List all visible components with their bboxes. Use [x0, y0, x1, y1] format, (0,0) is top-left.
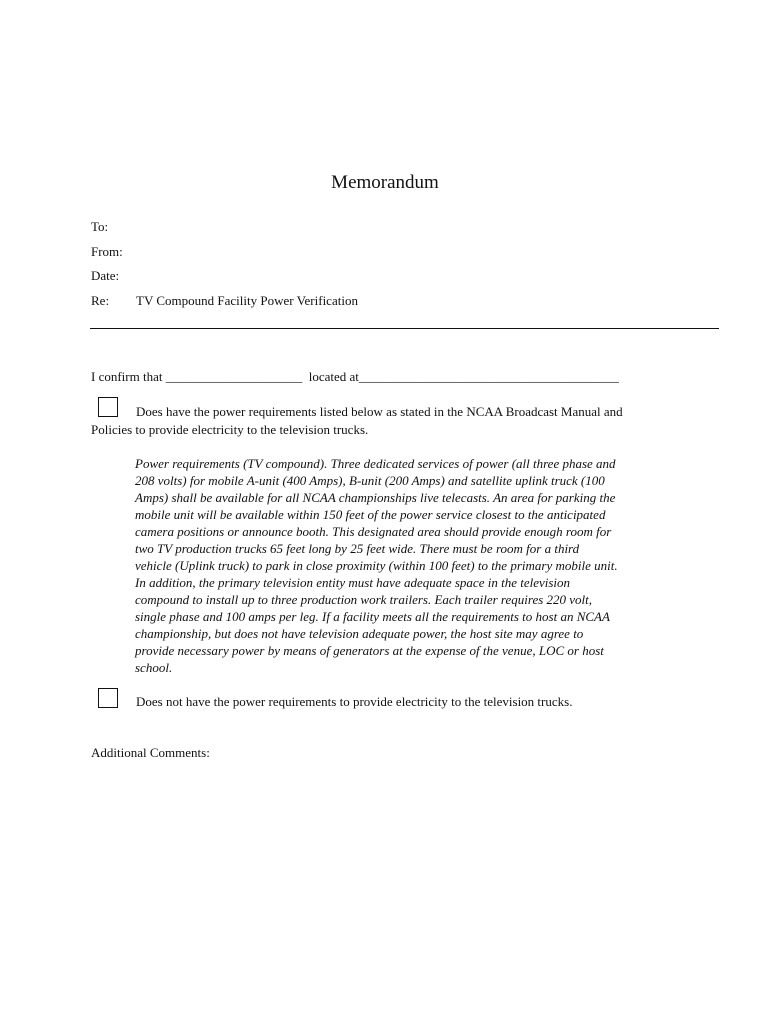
requirements-line: camera positions or announce booth. This designated area should provide enough room for: [135, 524, 612, 539]
no-power-option-text: Does not have the power requirements to provide electricity to the television trucks.: [136, 694, 573, 709]
date-label: Date:: [91, 268, 120, 283]
from-label: From:: [91, 244, 123, 259]
requirements-line: compound to install up to three production work trailers. Each trailer requires 220 volt,: [135, 592, 593, 607]
has-power-option: [91, 403, 691, 439]
requirements-line: school.: [135, 660, 173, 675]
re-label: Re:: [91, 293, 110, 308]
requirements-line: mobile unit will be available within 150 feet of the power service closest to the anticipated: [135, 507, 606, 522]
re-value: TV Compound Facility Power Verification: [136, 293, 358, 308]
additional-comments-label: Additional Comments:: [91, 745, 210, 760]
has-power-line1: Does have the power requirements listed below as stated in the NCAA Broadcast Manual and: [136, 404, 623, 419]
requirements-line: In addition, the primary television entity must have adequate space in the television: [135, 575, 571, 590]
requirements-line: single phase and 100 amps per leg. If a facility meets all the requirements to host an NCAA: [135, 609, 610, 624]
requirements-line: two TV production trucks 65 feet long by 25 feet wide. There must be room for a third: [135, 541, 580, 556]
to-label: To:: [91, 219, 109, 234]
power-requirements-text: [135, 455, 690, 676]
requirements-line: vehicle (Uplink truck) to park in close proximity (within 100 feet) to the primary mobile unit.: [135, 558, 618, 573]
requirements-line: championship, but does not have television adequate power, the host site may agree to: [135, 626, 584, 641]
requirements-line: 208 volts) for mobile A-unit (400 Amps), B-unit (200 Amps) and satellite uplink truck (100: [135, 473, 605, 488]
has-power-line2: Policies to provide electricity to the television trucks.: [91, 422, 369, 437]
requirements-line: provide necessary power by means of generators at the expense of the venue, LOC or host: [135, 643, 604, 658]
requirements-line: Amps) shall be available for all NCAA championships live telecasts. An area for parking the: [135, 490, 616, 505]
no-power-checkbox[interactable]: [98, 688, 118, 708]
requirements-line: Power requirements (TV compound). Three dedicated services of power (all three phase and: [135, 456, 616, 471]
confirm-statement: I confirm that _____________________ located at________________________________________: [91, 369, 619, 384]
memo-title: Memorandum: [331, 172, 439, 193]
header-divider: [90, 328, 719, 329]
